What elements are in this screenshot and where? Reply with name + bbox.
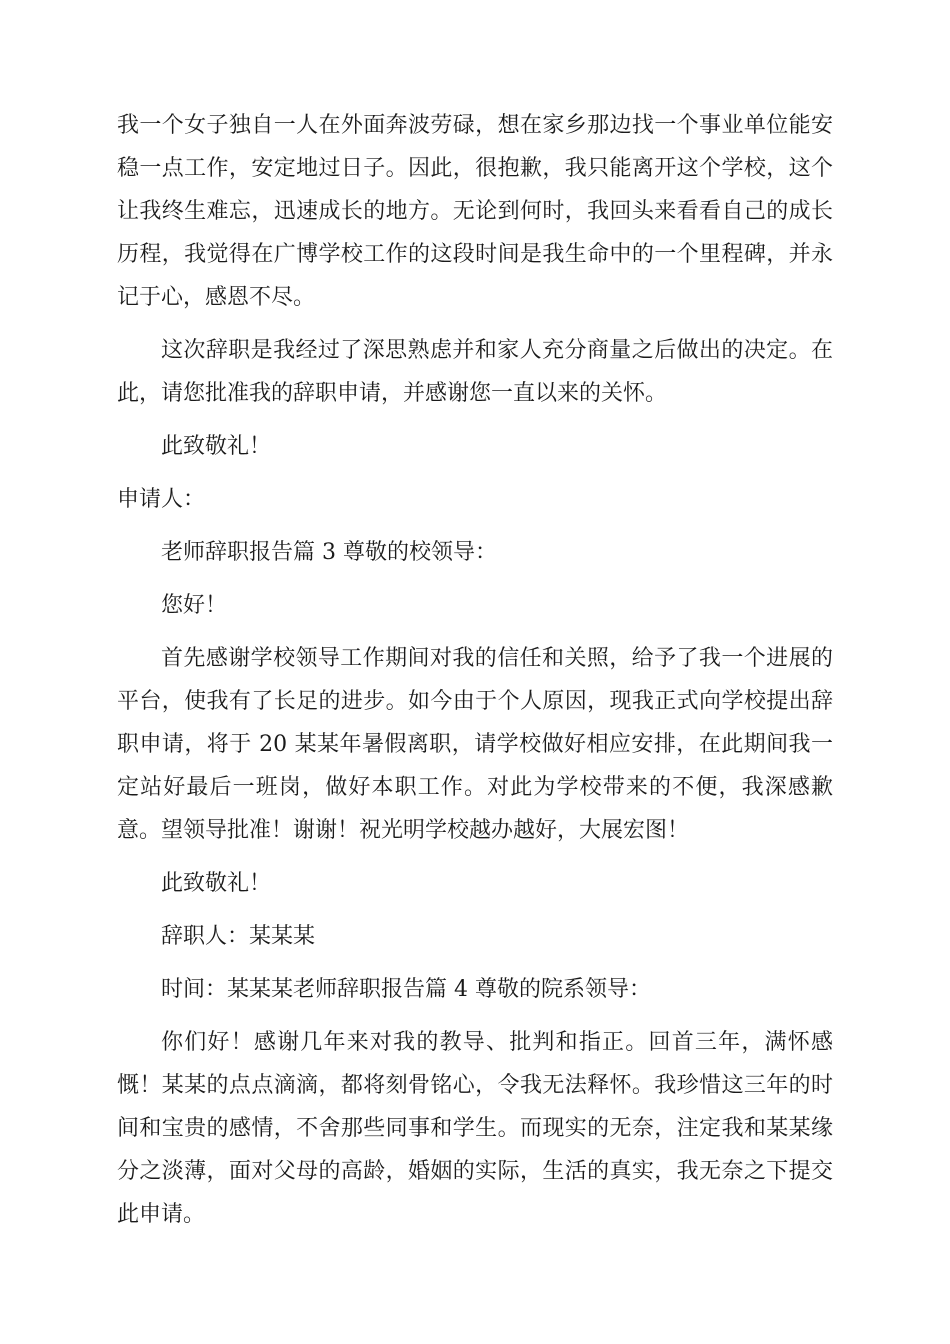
text-line: 此致敬礼！ (161, 871, 272, 896)
text-line: 定站好最后一班岗，做好本职工作。对此为学校带来的不便，我深感歉 (117, 775, 833, 800)
text-line: 职申请，将于 20 某某年暑假离职，请学校做好相应安排，在此期间我一 (117, 732, 833, 757)
text-line: 此致敬礼！ (161, 434, 272, 459)
text-line: 申请人： (117, 487, 206, 512)
paragraph (117, 862, 833, 905)
paragraph (117, 915, 833, 958)
text-line: 平台，使我有了长足的进步。如今由于个人原因，现我正式向学校提出辞 (117, 689, 833, 714)
paragraph (117, 637, 833, 852)
text-line: 此申请。 (117, 1202, 206, 1227)
paragraph (117, 329, 833, 415)
text-line: 慨！某某的点点滴滴，都将刻骨铭心，令我无法释怀。我珍惜这三年的时 (117, 1073, 833, 1098)
text-line: 辞职人：某某某 (161, 924, 316, 949)
paragraph (117, 531, 833, 574)
document-body (117, 104, 833, 1246)
text-line: 时间：某某某老师辞职报告篇 4 尊敬的院系领导： (161, 977, 651, 1002)
paragraph (117, 968, 833, 1011)
paragraph (117, 584, 833, 627)
paragraph (117, 478, 833, 521)
text-line: 我一个女子独自一人在外面奔波劳碌，想在家乡那边找一个事业单位能安 (117, 113, 833, 138)
text-line: 间和宝贵的感情，不舍那些同事和学生。而现实的无奈，注定我和某某缘 (117, 1116, 833, 1141)
text-line: 此，请您批准我的辞职申请，并感谢您一直以来的关怀。 (117, 381, 668, 406)
text-line: 让我终生难忘，迅速成长的地方。无论到何时，我回头来看看自己的成长 (117, 199, 833, 224)
text-line: 稳一点工作，安定地过日子。因此，很抱歉，我只能离开这个学校，这个 (117, 156, 833, 181)
text-line: 您好！ (161, 593, 228, 618)
text-line: 意。望领导批准！谢谢！祝光明学校越办越好，大展宏图！ (117, 818, 690, 843)
paragraph (117, 425, 833, 468)
text-line: 这次辞职是我经过了深思熟虑并和家人充分商量之后做出的决定。在 (161, 338, 833, 363)
paragraph (117, 104, 833, 319)
text-line: 你们好！感谢几年来对我的教导、批判和指正。回首三年，满怀感 (161, 1030, 833, 1055)
text-line: 历程，我觉得在广博学校工作的这段时间是我生命中的一个里程碑，并永 (117, 242, 833, 267)
text-line: 老师辞职报告篇 3 尊敬的校领导： (161, 540, 497, 565)
text-line: 首先感谢学校领导工作期间对我的信任和关照，给予了我一个进展的 (161, 646, 833, 671)
text-line: 分之淡薄，面对父母的高龄，婚姻的实际，生活的真实，我无奈之下提交 (117, 1159, 833, 1184)
paragraph (117, 1021, 833, 1236)
text-line: 记于心，感恩不尽。 (117, 285, 316, 310)
